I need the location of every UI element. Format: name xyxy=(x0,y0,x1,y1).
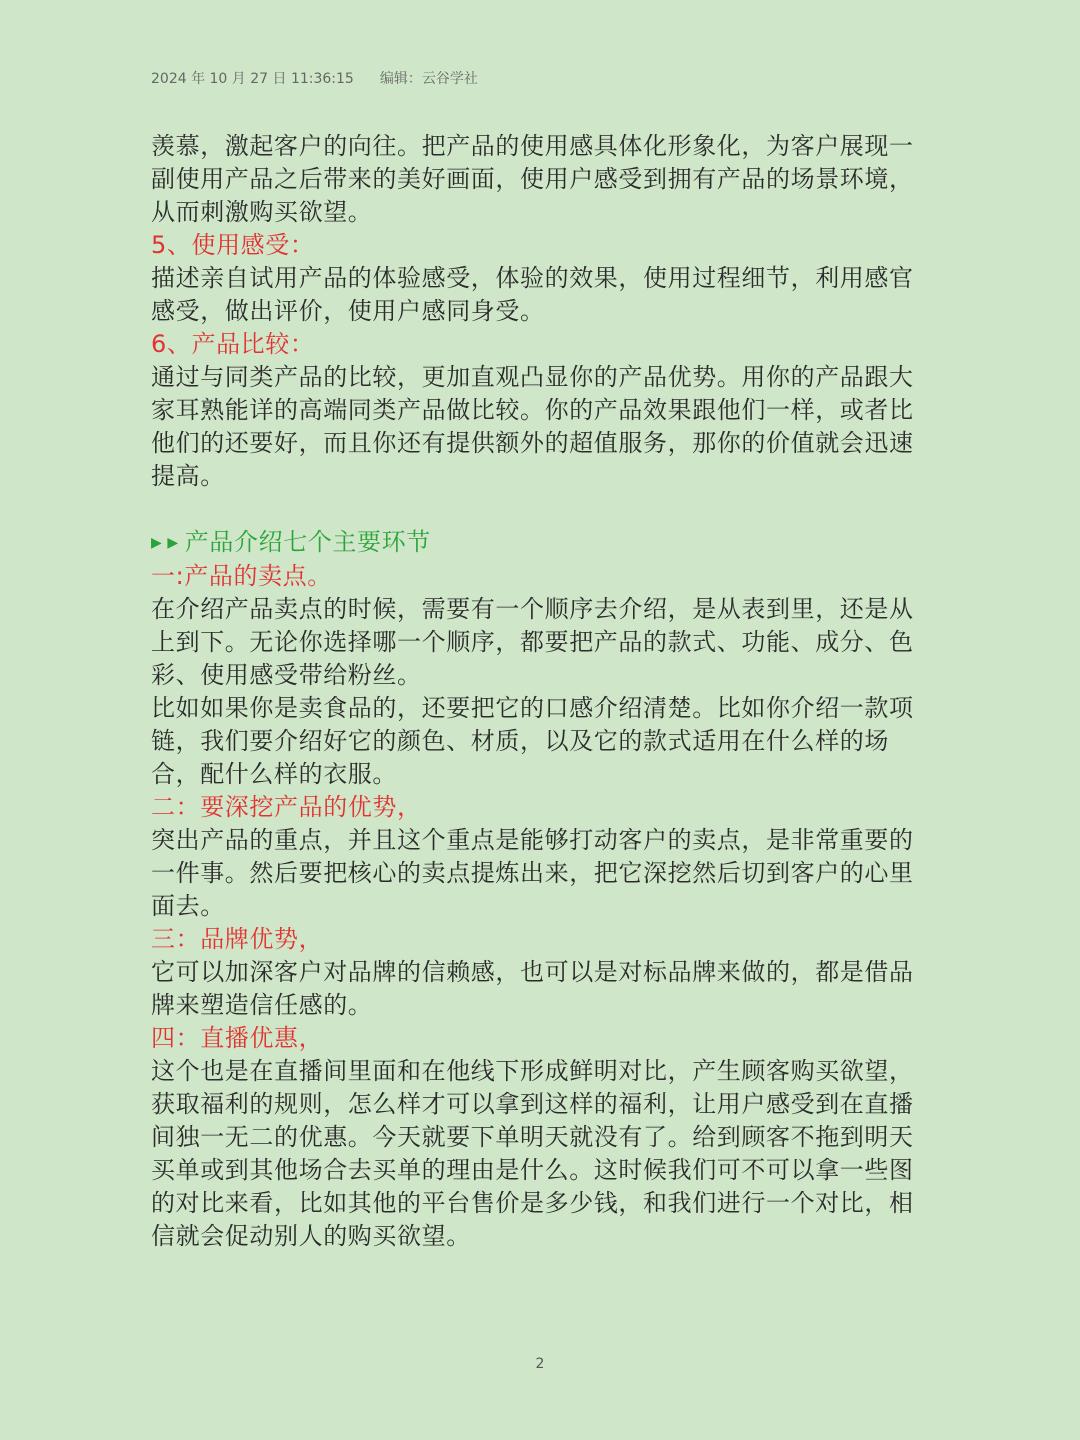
heading-product-comparison: 6、产品比较： xyxy=(151,330,315,358)
paragraph-selling-points-example: 比如如果你是卖食品的，还要把它的口感介绍清楚。比如你介绍一款项链，我们要介绍好它的颜色、材质，以及它的款式适用在什么样的场合，配什么样的衣服。 xyxy=(151,694,914,788)
heading-usage-experience: 5、使用感受： xyxy=(151,231,315,259)
paragraph-usage-experience: 描述亲自试用产品的体验感受，体验的效果，使用过程细节，利用感官感受，做出评价，使用户感同身受。 xyxy=(151,264,914,325)
play-arrows-icon: ▶ ▶ xyxy=(151,535,179,551)
paragraph-usage-scene: 羡慕，激起客户的向往。把产品的使用感具体化形象化，为客户展现一副使用产品之后带来的美好画面，使用户感受到拥有产品的场景环境，从而刺激购买欲望。 xyxy=(151,132,914,226)
publish-datetime: 2024 年 10 月 27 日 11:36:15 xyxy=(151,71,354,87)
paragraph-selling-points-order: 在介绍产品卖点的时候，需要有一个顺序去介绍，是从表到里，还是从上到下。无论你选择哪一个顺序，都要把产品的款式、功能、成分、色彩、使用感受带给粉丝。 xyxy=(151,595,914,689)
paragraph-live-discount: 这个也是在直播间里面和在他线下形成鲜明对比，产生顾客购买欲望，获取福利的规则，怎么样才可以拿到这样的福利，让用户感受到在直播间独一无二的优惠。今天就要下单明天就没有了。给到顾客不拖到明天买单或到其他场合去买单的理由是什么。这时候我们可不可以拿一些图的对比来看，比如其他的平台售价是多少钱，和我们进行一个对比，相信就会促动别人的购买欲望。 xyxy=(151,1057,914,1250)
section-spacer xyxy=(151,493,936,526)
heading-brand-advantages: 三：品牌优势， xyxy=(151,925,324,953)
heading-product-advantages: 二：要深挖产品的优势， xyxy=(151,793,422,821)
paragraph-product-comparison: 通过与同类产品的比较，更加直观凸显你的产品优势。用你的产品跟大家耳熟能详的高端同类产品做比较。你的产品效果跟他们一样，或者比他们的还要好，而且你还有提供额外的超值服务，那你的价值就会迅速提高。 xyxy=(151,363,914,490)
page-number: 2 xyxy=(535,1356,545,1372)
article-body xyxy=(151,130,936,1253)
section-title-text: 产品介绍七个主要环节 xyxy=(184,528,431,556)
heading-live-discount: 四：直播优惠， xyxy=(151,1024,324,1052)
heading-selling-points: 一:产品的卖点。 xyxy=(151,562,332,590)
paragraph-brand-advantages: 它可以加深客户对品牌的信赖感，也可以是对标品牌来做的，都是借品牌来塑造信任感的。 xyxy=(151,958,914,1019)
paragraph-product-advantages: 突出产品的重点，并且这个重点是能够打动客户的卖点，是非常重要的一件事。然后要把核心的卖点提炼出来，把它深挖然后切到客户的心里面去。 xyxy=(151,826,914,920)
document-meta xyxy=(151,68,478,88)
editor-credit: 编辑：云谷学社 xyxy=(379,71,478,87)
section-title xyxy=(151,526,936,560)
